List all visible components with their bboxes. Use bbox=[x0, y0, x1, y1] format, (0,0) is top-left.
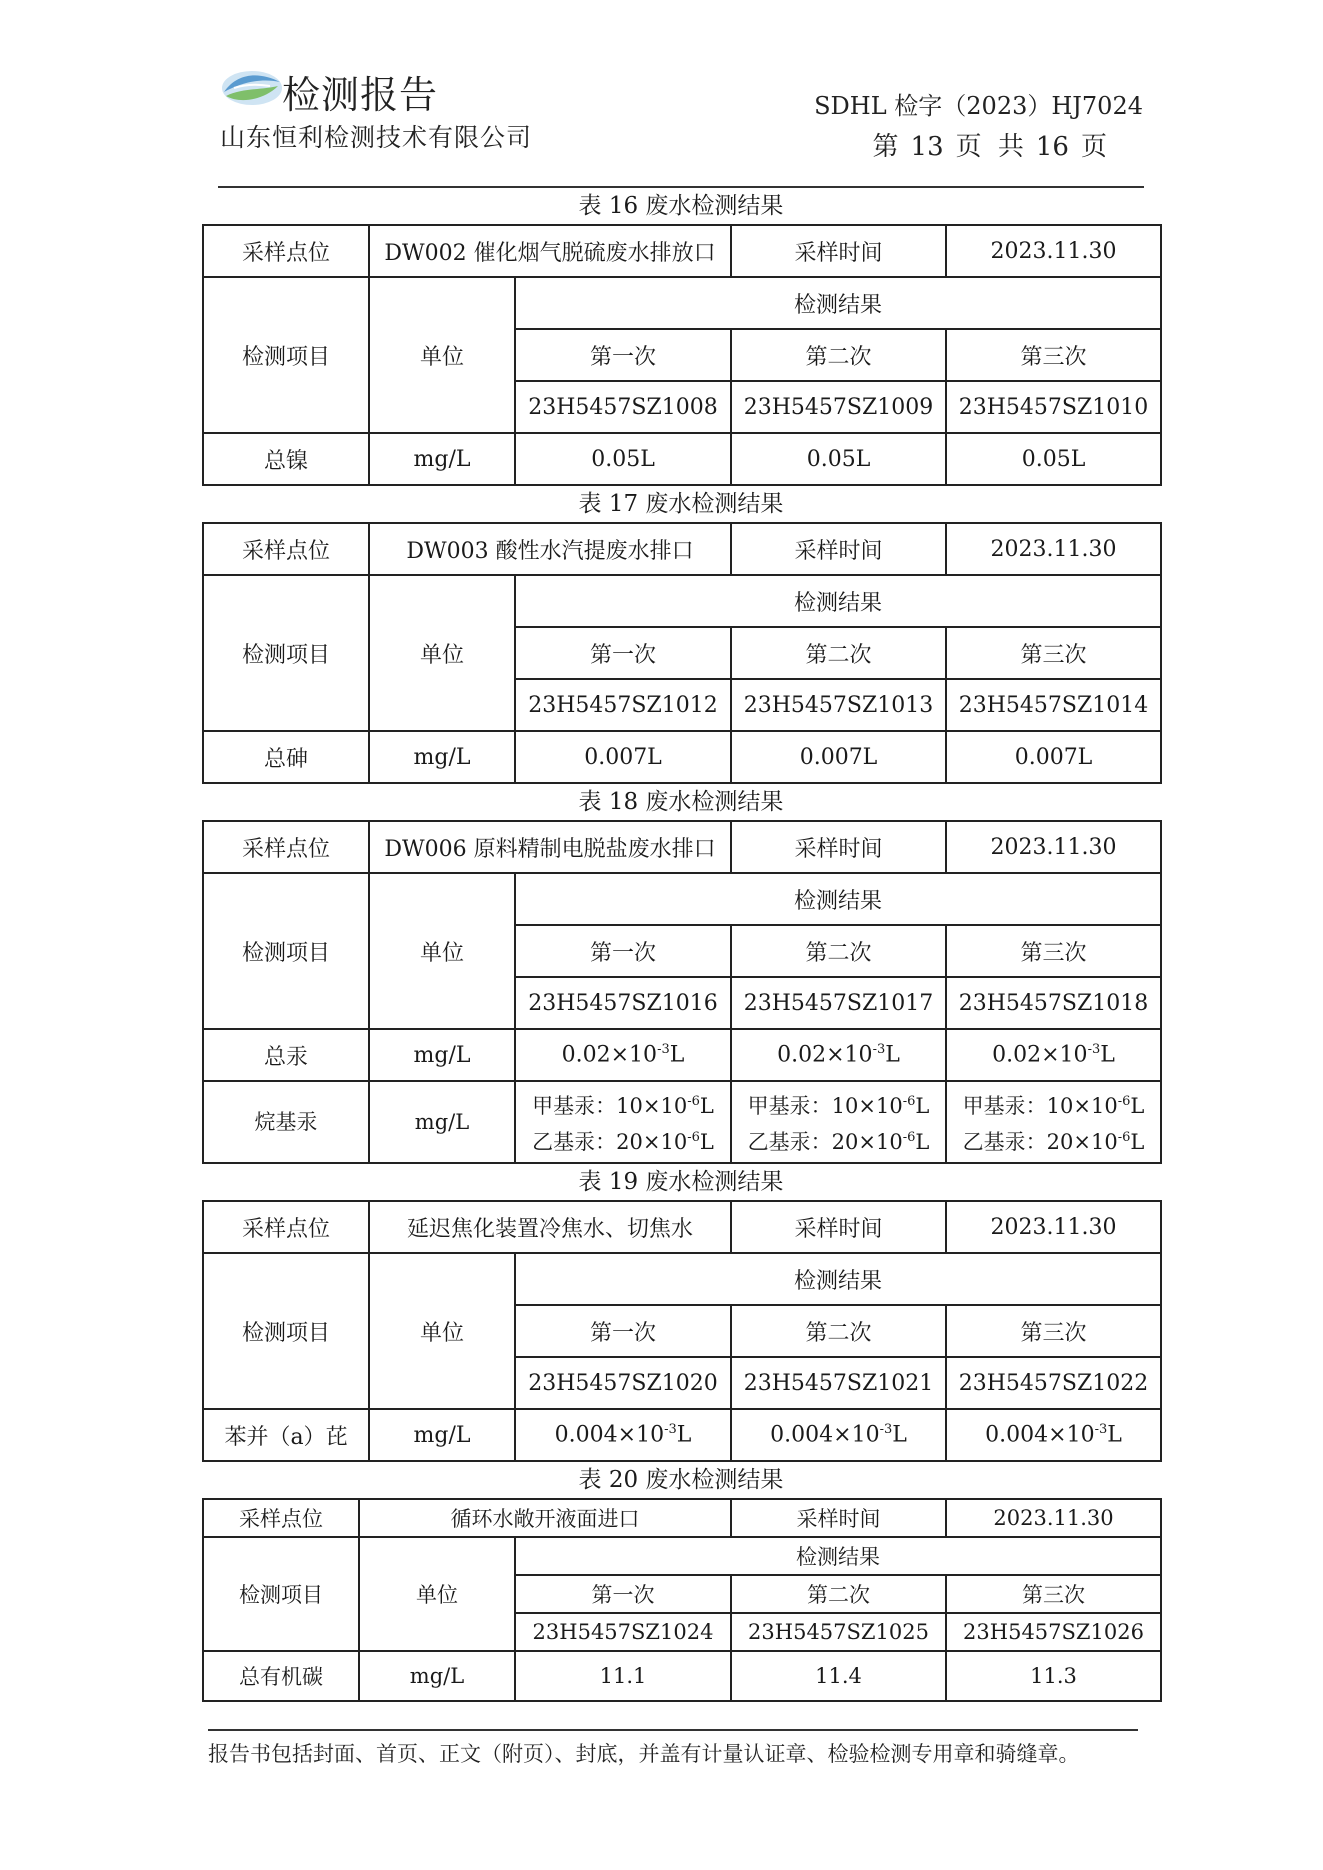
table-row bbox=[203, 1253, 1161, 1305]
item-unit: mg/L bbox=[369, 1081, 515, 1163]
table-row bbox=[203, 575, 1161, 627]
result-value: 0.05L bbox=[515, 433, 731, 485]
result-value bbox=[515, 1081, 731, 1163]
table-row bbox=[203, 225, 1161, 277]
first-header: 第一次 bbox=[515, 627, 731, 679]
table-row bbox=[203, 873, 1161, 925]
table-row bbox=[203, 1029, 1161, 1081]
sample-id: 23H5457SZ1020 bbox=[515, 1357, 731, 1409]
item-unit: mg/L bbox=[369, 731, 515, 783]
result-value bbox=[731, 1081, 946, 1163]
sample-id: 23H5457SZ1018 bbox=[946, 977, 1161, 1029]
sample-id: 23H5457SZ1024 bbox=[515, 1613, 731, 1651]
table-row bbox=[203, 821, 1161, 873]
footer-note: 报告书包括封面、首页、正文（附页）、封底，并盖有计量认证章、检验检测专用章和骑缝章。 bbox=[208, 1742, 1080, 1766]
sampling-point-label: 采样点位 bbox=[203, 523, 369, 575]
sample-id: 23H5457SZ1012 bbox=[515, 679, 731, 731]
sampling-location: 循环水敞开液面进口 bbox=[359, 1499, 731, 1537]
footer-divider bbox=[208, 1729, 1138, 1731]
table-row bbox=[203, 1201, 1161, 1253]
test-item-header: 检测项目 bbox=[203, 1537, 359, 1651]
sampling-point-label: 采样点位 bbox=[203, 821, 369, 873]
sample-id: 23H5457SZ1010 bbox=[946, 381, 1161, 433]
item-unit: mg/L bbox=[369, 1409, 515, 1461]
sampling-time-label: 采样时间 bbox=[731, 523, 946, 575]
first-header: 第一次 bbox=[515, 329, 731, 381]
sampling-location: 延迟焦化装置冷焦水、切焦水 bbox=[369, 1201, 731, 1253]
sampling-time-label: 采样时间 bbox=[731, 1201, 946, 1253]
third-header: 第三次 bbox=[946, 1305, 1161, 1357]
second-header: 第二次 bbox=[731, 1575, 946, 1613]
result-value: $0.004\times 10^{-3}L$ bbox=[515, 1409, 731, 1461]
test-item-header: 检测项目 bbox=[203, 1253, 369, 1409]
unit-header: 单位 bbox=[369, 575, 515, 731]
result-value: 0.007L bbox=[946, 731, 1161, 783]
sample-id: 23H5457SZ1021 bbox=[731, 1357, 946, 1409]
first-header: 第一次 bbox=[515, 925, 731, 977]
test-result-header: 检测结果 bbox=[515, 873, 1161, 925]
results-table-16 bbox=[202, 224, 1162, 486]
item-name: 总镍 bbox=[203, 433, 369, 485]
third-header: 第三次 bbox=[946, 329, 1161, 381]
sample-id: 23H5457SZ1013 bbox=[731, 679, 946, 731]
ethyl-mercury-value: 乙基汞：$20\times 10^{-6}L$ bbox=[532, 1130, 714, 1154]
test-item-header: 检测项目 bbox=[203, 277, 369, 433]
item-name: 烷基汞 bbox=[203, 1081, 369, 1163]
unit-header: 单位 bbox=[359, 1537, 515, 1651]
sampling-time-label: 采样时间 bbox=[731, 225, 946, 277]
table-caption: 表 17 废水检测结果 bbox=[578, 491, 784, 517]
result-value: 0.05L bbox=[946, 433, 1161, 485]
test-result-header: 检测结果 bbox=[515, 1253, 1161, 1305]
sample-id: 23H5457SZ1022 bbox=[946, 1357, 1161, 1409]
sampling-time-label: 采样时间 bbox=[731, 821, 946, 873]
result-value: $0.004\times 10^{-3}L$ bbox=[946, 1409, 1161, 1461]
unit-header: 单位 bbox=[369, 277, 515, 433]
unit-header: 单位 bbox=[369, 1253, 515, 1409]
sampling-point-label: 采样点位 bbox=[203, 1201, 369, 1253]
second-header: 第二次 bbox=[731, 329, 946, 381]
report-header bbox=[0, 0, 1323, 190]
methyl-mercury-value: 甲基汞：$10\times 10^{-6}L$ bbox=[962, 1094, 1145, 1118]
sample-id: 23H5457SZ1026 bbox=[946, 1613, 1161, 1651]
company-name: 山东恒利检测技术有限公司 bbox=[220, 123, 533, 152]
page-indicator bbox=[867, 126, 1113, 163]
page-current: 13 bbox=[910, 132, 944, 162]
test-item-header: 检测项目 bbox=[203, 575, 369, 731]
sampling-point-label: 采样点位 bbox=[203, 1499, 359, 1537]
results-table-18 bbox=[202, 820, 1162, 1164]
report-title: 检测报告 bbox=[282, 73, 439, 117]
test-result-header: 检测结果 bbox=[515, 277, 1161, 329]
table-row bbox=[203, 1499, 1161, 1537]
table-row bbox=[203, 433, 1161, 485]
result-value: 11.1 bbox=[515, 1651, 731, 1701]
result-value: 0.007L bbox=[515, 731, 731, 783]
sampling-date: 2023.11.30 bbox=[946, 1201, 1161, 1253]
ethyl-mercury-value: 乙基汞：$20\times 10^{-6}L$ bbox=[962, 1130, 1145, 1154]
result-value: 0.007L bbox=[731, 731, 946, 783]
item-unit: mg/L bbox=[369, 1029, 515, 1081]
methyl-mercury-value: 甲基汞：$10\times 10^{-6}L$ bbox=[532, 1094, 714, 1118]
result-value: $0.02\times 10^{-3}L$ bbox=[731, 1029, 946, 1081]
item-unit: mg/L bbox=[369, 433, 515, 485]
sample-id: 23H5457SZ1014 bbox=[946, 679, 1161, 731]
sampling-time-label: 采样时间 bbox=[731, 1499, 946, 1537]
sampling-date: 2023.11.30 bbox=[946, 1499, 1161, 1537]
table-row bbox=[203, 1081, 1161, 1163]
page-total: 16 bbox=[1035, 132, 1069, 162]
table-row bbox=[203, 731, 1161, 783]
item-name: 总砷 bbox=[203, 731, 369, 783]
test-result-header: 检测结果 bbox=[515, 1537, 1161, 1575]
results-table-19 bbox=[202, 1200, 1162, 1462]
sampling-location: DW003 酸性水汽提废水排口 bbox=[369, 523, 731, 575]
sample-id: 23H5457SZ1009 bbox=[731, 381, 946, 433]
company-logo-icon bbox=[220, 66, 284, 110]
results-tables bbox=[202, 188, 1160, 1702]
second-header: 第二次 bbox=[731, 1305, 946, 1357]
first-header: 第一次 bbox=[515, 1305, 731, 1357]
result-value: 11.4 bbox=[731, 1651, 946, 1701]
first-header: 第一次 bbox=[515, 1575, 731, 1613]
sample-id: 23H5457SZ1017 bbox=[731, 977, 946, 1029]
unit-header: 单位 bbox=[369, 873, 515, 1029]
table-caption: 表 16 废水检测结果 bbox=[578, 193, 784, 219]
sample-id: 23H5457SZ1008 bbox=[515, 381, 731, 433]
result-value bbox=[946, 1081, 1161, 1163]
sampling-location: DW002 催化烟气脱硫废水排放口 bbox=[369, 225, 731, 277]
ethyl-mercury-value: 乙基汞：$20\times 10^{-6}L$ bbox=[747, 1130, 930, 1154]
sampling-date: 2023.11.30 bbox=[946, 821, 1161, 873]
sampling-date: 2023.11.30 bbox=[946, 523, 1161, 575]
item-name: 总汞 bbox=[203, 1029, 369, 1081]
second-header: 第二次 bbox=[731, 925, 946, 977]
sample-id: 23H5457SZ1016 bbox=[515, 977, 731, 1029]
table-row bbox=[203, 1651, 1161, 1701]
second-header: 第二次 bbox=[731, 627, 946, 679]
results-table-20 bbox=[202, 1498, 1162, 1702]
result-value: 11.3 bbox=[946, 1651, 1161, 1701]
item-name: 苯并（a）芘 bbox=[203, 1409, 369, 1461]
table-row bbox=[203, 1537, 1161, 1575]
third-header: 第三次 bbox=[946, 1575, 1161, 1613]
table-row bbox=[203, 523, 1161, 575]
result-value: $0.02\times 10^{-3}L$ bbox=[946, 1029, 1161, 1081]
table-caption: 表 18 废水检测结果 bbox=[578, 789, 784, 815]
page-prefix: 第 bbox=[872, 132, 899, 162]
third-header: 第三次 bbox=[946, 627, 1161, 679]
table-caption: 表 20 废水检测结果 bbox=[578, 1467, 784, 1493]
page-mid: 页 共 bbox=[955, 132, 1024, 162]
page-suffix: 页 bbox=[1080, 132, 1107, 162]
results-table-17 bbox=[202, 522, 1162, 784]
sample-id: 23H5457SZ1025 bbox=[731, 1613, 946, 1651]
result-value: 0.05L bbox=[731, 433, 946, 485]
methyl-mercury-value: 甲基汞：$10\times 10^{-6}L$ bbox=[747, 1094, 930, 1118]
report-number: SDHL 检字（2023）HJ7024 bbox=[814, 92, 1143, 120]
sampling-date: 2023.11.30 bbox=[946, 225, 1161, 277]
third-header: 第三次 bbox=[946, 925, 1161, 977]
test-result-header: 检测结果 bbox=[515, 575, 1161, 627]
item-name: 总有机碳 bbox=[203, 1651, 359, 1701]
sampling-point-label: 采样点位 bbox=[203, 225, 369, 277]
sampling-location: DW006 原料精制电脱盐废水排口 bbox=[369, 821, 731, 873]
result-value: $0.02\times 10^{-3}L$ bbox=[515, 1029, 731, 1081]
table-row bbox=[203, 277, 1161, 329]
table-caption: 表 19 废水检测结果 bbox=[578, 1169, 784, 1195]
item-unit: mg/L bbox=[359, 1651, 515, 1701]
result-value: $0.004\times 10^{-3}L$ bbox=[731, 1409, 946, 1461]
test-item-header: 检测项目 bbox=[203, 873, 369, 1029]
table-row bbox=[203, 1409, 1161, 1461]
